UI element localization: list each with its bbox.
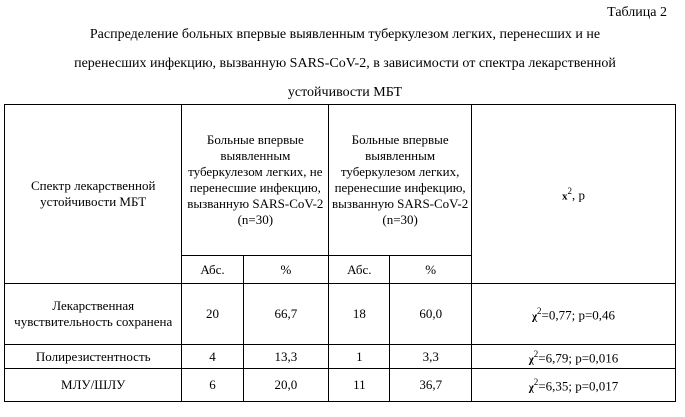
cell-pct-2: 60,0 xyxy=(390,284,472,345)
caption-line-2: перенесших инфекцию, вызванную SARS-CoV-2, в зависимости от спектра лекарственной xyxy=(74,56,616,71)
cell-abs-2: 1 xyxy=(329,345,390,369)
header-group-covid: Больные впервые выявленным туберкулезом легких, перенесшие инфекцию, вызванную SARS-CoV-2 (n=30) xyxy=(329,105,472,256)
cell-stat: $\chi^2=6,79$; p=0,016 xyxy=(472,345,676,369)
chi-symbol: x xyxy=(562,190,568,203)
cell-pct-1: 20,0 xyxy=(243,369,329,402)
table-row xyxy=(5,369,676,402)
table-number: Таблица 2 xyxy=(607,5,667,20)
cell-pct-1: 66,7 xyxy=(243,284,329,345)
subheader-pct-2: % xyxy=(390,256,472,284)
header-row xyxy=(5,105,676,256)
subheader-abs-2: Абс. xyxy=(329,256,390,284)
cell-stat: $\chi^2=6,35$; p=0,017 xyxy=(472,369,676,402)
cell-abs-1: 4 xyxy=(182,345,243,369)
table-caption xyxy=(30,20,660,107)
table-row xyxy=(5,284,676,345)
header-stats xyxy=(472,105,676,284)
cell-abs-1: 6 xyxy=(182,369,243,402)
row-label: Полирезистентность xyxy=(5,345,182,369)
resistance-table xyxy=(4,104,676,402)
cell-pct-2: 36,7 xyxy=(390,369,472,402)
cell-abs-1: 20 xyxy=(182,284,243,345)
row-label: МЛУ/ШЛУ xyxy=(5,369,182,402)
subheader-abs-1: Абс. xyxy=(182,256,243,284)
p-label: , p xyxy=(572,187,585,203)
header-spectrum: Спектр лекарственной устойчивости МБТ xyxy=(5,105,182,284)
row-label: Лекарственная чувствительность сохранена xyxy=(5,284,182,345)
cell-pct-2: 3,3 xyxy=(390,345,472,369)
stat-value: =6,79; p=0,016 xyxy=(538,350,619,366)
cell-abs-2: 11 xyxy=(329,369,390,402)
chi-symbol: χ xyxy=(531,310,538,323)
stat-value: =0,77; p=0,46 xyxy=(541,307,616,323)
chi-superscript: 2 xyxy=(567,186,572,197)
chi-symbol: χ xyxy=(528,381,534,394)
subheader-pct-1: % xyxy=(243,256,329,284)
cell-abs-2: 18 xyxy=(329,284,390,345)
cell-pct-1: 13,3 xyxy=(243,345,329,369)
stat-value: =6,35; p=0,017 xyxy=(538,378,619,394)
chi-symbol: χ xyxy=(528,353,534,366)
table-row xyxy=(5,345,676,369)
header-group-not-covid: Больные впервые выявленным туберкулезом легких, не перенесшие инфекцию, вызванную SARS-CoV-2 (n=30) xyxy=(182,105,329,256)
caption-line-3: устойчивости МБТ xyxy=(287,85,403,100)
caption-line-1: Распределение больных впервые выявленным туберкулезом легких, перенесших и не xyxy=(89,27,601,42)
cell-stat: $\chi^2=0,77$; p=0,46 xyxy=(472,284,676,345)
